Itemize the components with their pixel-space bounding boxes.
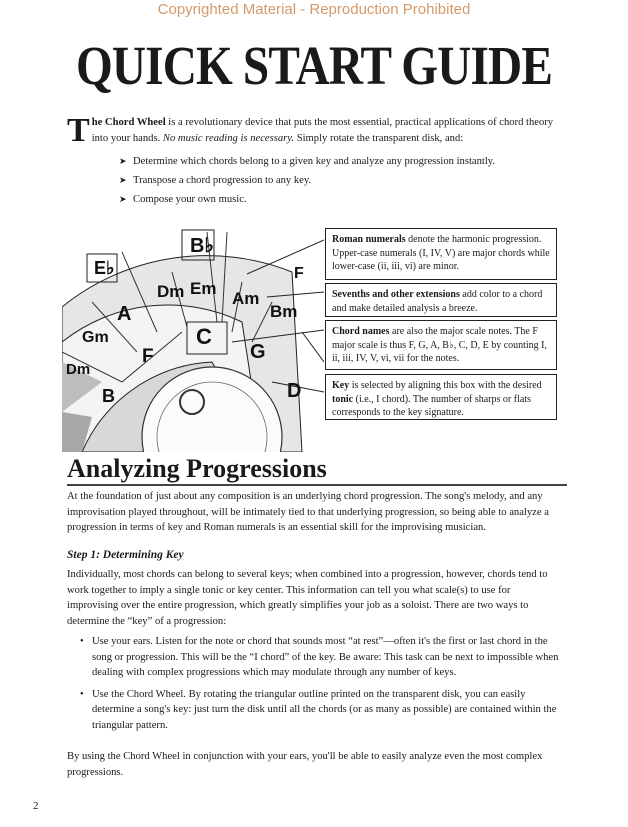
section-paragraph-3: By using the Chord Wheel in conjunction with your ears, you'll be able to easily analyze even the most complex progressions. (67, 751, 543, 778)
chord-label: C (196, 324, 212, 349)
chord-label: Gm (82, 329, 109, 346)
callout-key: Key is selected by aligning this box with the desired tonic (i.e., I chord). The number of sharps or flats corresponds to the key signature. (325, 374, 557, 420)
intro-bullet: ➤ Determine which chords belong to a given key and analyze any progression instantly. (119, 152, 557, 171)
intro-bullet-list (119, 152, 557, 209)
chord-label: B♭ (190, 235, 214, 257)
bullet-icon: • (80, 688, 84, 700)
chord-label: A (117, 303, 132, 325)
chord-label: Dm (157, 282, 185, 301)
section-paragraph-2: Individually, most chords can belong to several keys; when combined into a progression, however, chords tend to work together to imply a single tonic or key center. This information can tell you what scale(s) to use for improvising over the entire progression, which greatly simplifies your job as a soloist. There are two ways to determine the “key” of a progression: (67, 569, 548, 627)
intro-italic: No music reading is necessary. (162, 133, 295, 144)
drop-cap: T (67, 112, 90, 149)
section-heading: Analyzing Progressions (67, 454, 327, 483)
bullet-item: • Use your ears. Listen for the note or chord that sounds most “at rest”—often it's the first or last chord in the song or progression. This will be the “I chord” of the key. Be aware: This task can be next to impossible when dealing with complex progressions which may modulate through any number of keys. (80, 636, 559, 678)
page-title: QUICK START GUIDE (75, 35, 553, 96)
determine-key-bullets (80, 634, 562, 733)
section-paragraph-1: At the foundation of just about any composition is an underlying chord progression. The song's melody, and any improvisation played throughout, will be intimately tied to that underlying progression, so being able to analyze a progression in terms of key and Roman numerals is an essential skill for the improvising musician. (67, 491, 549, 533)
arrow-icon: ➤ (119, 175, 127, 185)
chord-label: B (102, 386, 115, 406)
intro-lead: he Chord Wheel (91, 117, 166, 128)
bullet-icon: • (80, 636, 84, 647)
section-rule (67, 484, 567, 486)
callout-roman-numerals: Roman numerals denote the harmonic progression. Upper-case numerals (I, IV, V) are major chords while lower-case (ii, iii, vi) are minor. (325, 228, 557, 280)
step-heading: Step 1: Determining Key (67, 549, 184, 561)
chord-label: E♭ (94, 258, 115, 278)
chord-label: Em (190, 279, 217, 298)
page-number: 2 (33, 800, 39, 812)
chord-label: Bm (270, 302, 298, 321)
arrow-icon: ➤ (119, 156, 127, 166)
intro-text-1: is a revolutionary device that puts the most essential, practical applications of chord theory into your hands. (91, 117, 554, 144)
bullet-item: • Use the Chord Wheel. By rotating the triangular outline printed on the transparent disk, you can easily determine a song's key: just turn the disk until all the chords (or as many as possible) are contained within the triangular pattern. (80, 688, 557, 731)
callout-chord-names: Chord names are also the major scale notes. The F major scale is thus F, G, A, B♭, C, D, E by counting I, ii, iii, IV, V, vi, vii for the notes. (325, 320, 557, 370)
intro-bullet: ➤ Compose your own music. (119, 190, 557, 209)
chord-label: D (287, 380, 302, 402)
chord-label: Am (232, 289, 260, 308)
chord-label: Dm (66, 361, 91, 378)
intro-paragraph (67, 112, 557, 209)
intro-bullet: ➤ Transpose a chord progression to any key. (119, 171, 557, 190)
chord-label: F (142, 346, 154, 367)
callout-sevenths: Sevenths and other extensions add color to a chord and make detailed analysis a breeze. (325, 283, 557, 317)
chord-label: F (294, 265, 304, 282)
copyright-watermark: Copyrighted Material - Reproduction Prohibited (157, 1, 471, 18)
arrow-icon: ➤ (119, 194, 127, 204)
intro-text-2: Simply rotate the transparent disk, and: (294, 133, 464, 144)
chord-label: G (250, 341, 266, 363)
chord-wheel-illustration (62, 212, 324, 452)
